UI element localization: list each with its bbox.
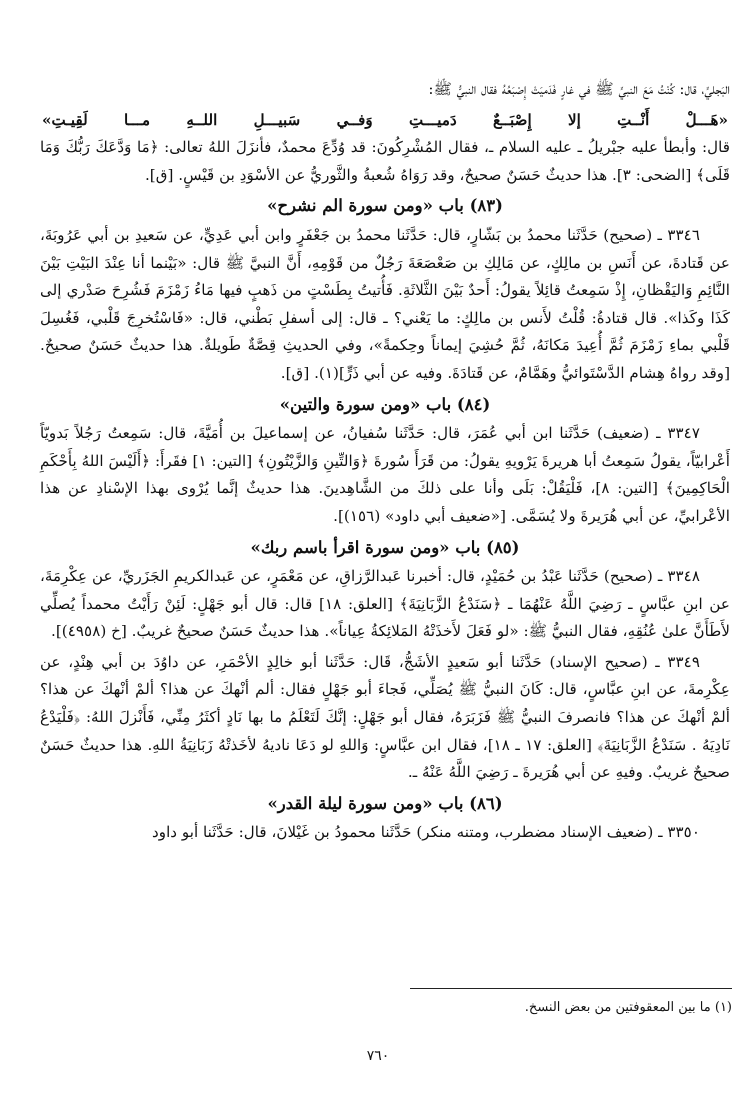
hadith-3347: ٣٣٤٧ ـ (ضعيف) حَدَّثَنا ابن أبي عُمَرَ، قال: حَدَّثَنا سُفيانُ، عن إسماعيلَ بن أُمَيَّةَ، قال: سَمِعتُ رَجُلاً بَدويّاً أَعْرابيّاً، يقولُ سَمِعتُ أبا هريرةَ يَرْويهِ يقولُ: من قَرَأَ سُورةَ ﴿وَالتِّينِ وَالزَّيْتُونِ﴾ [التين: ١] فقَرأَ: ﴿أَلَيْسَ اللهُ بِأَحْكَمِ الْحَاكِمِينَ﴾ [التين: ٨]، فَلْيَقُلْ: بَلَى وأنا على ذلكَ من الشَّاهِدينَ. هذا حديثٌ إنَّما يُرْوى بهذا الإسْنادِ عن هذا الأعْرابيِّ، عن أبي هُرَيرةَ ولا يُسَمَّى. [«ضعيف أبي داود» (١٥٦)]. — [40, 424, 731, 525]
page-number: ٧٦٠ — [366, 1048, 390, 1064]
chapter-heading-84: (٨٤) باب «ومن سورة والتين» — [279, 394, 491, 414]
page-body — [40, 76, 730, 850]
chapter-heading-85: (٨٥) باب «ومن سورة اقرأ باسم ربك» — [250, 537, 520, 557]
hadith-3348: ٣٣٤٨ ـ (صحيح) حَدَّثَنا عَبْدُ بن حُمَيْدٍ، قال: أخبرنا عَبدالرَّزاقِ، عن مَعْمَرٍ، عن عَبدالكريمِ الجَزَريِّ، عن عِكْرِمَةَ، عن ابنِ عبَّاسٍ ـ رَضِيَ اللَّهُ عَنْهُمَا ـ ﴿سَنَدْعُ الزَّبَانِيَةَ﴾ [العلق: ١٨] قال: قال أبو جَهْلٍ: لَئِنْ رَأَيْتُ محمداً يُصلِّي لأَطَأَنَّ علىٰ عُنُقِهِ، فقال النبيُّ ﷺ: «لو فَعَلَ لأَخذَتْهُ المَلائِكةُ عِياناً». هذا حديثٌ حَسَنٌ صحيحٌ غريبٌ. [خ (٤٩٥٨)]. — [40, 567, 730, 641]
hadith-3349: ٣٣٤٩ ـ (صحيح الإسناد) حَدَّثَنا أبو سَعيدٍ الأشَجُّ، قَال: حَدَّثَنا أبو خالِدٍ الأحْمَرِ، عن داوُدَ بن أبي هِنْدٍ، عن عِكْرِمةَ، عن ابنِ عبَّاسٍ، قال: كَانَ النبيُّ ﷺ يُصَلِّي، فَجاءَ أبو جَهْلٍ فقال: ألم أنْهكَ عن هذا؟ ألمْ أنْهكَ عن هذا؟ ألمْ أنْهكَ عن هذا؟ فانصرفَ النبيُّ ﷺ فَزَبَرَهُ، فقال أبو جَهْلٍ: إنَّكَ لَتَعْلَمُ ما بها نَادٍ أكثَرُ مِنِّي، فَأَنْزلَ اللهُ: ﴿فَلْيَدْعُ نَادِيَهُ . سَنَدْعُ الزَّبَانِيَةَ﴾ [العلق: ١٧ ـ ١٨]، فقال ابن عبَّاسٍ: وَاللهِ لو دَعَا ناديهُ لأخَذتْهُ زَبَانِيَةُ اللهِ. هذا حديثٌ حَسَنٌ صحيحٌ غريبٌ. وفيهِ عن أبي هُرَيرةَ ـ رَضِيَ اللَّهُ عَنْهُ ـ. — [40, 652, 731, 782]
chapter-heading-86: (٨٦) باب «ومن سورة ليلة القدر» — [267, 793, 503, 813]
footnote-divider — [410, 988, 732, 989]
hadith-3346: ٣٣٤٦ ـ (صحيح) حَدَّثَنا محمدُ بن بَشّارٍ، قال: حَدَّثَنا محمدُ بن جَعْفَرٍ وابن أبي عَدِيٍّ، عن سَعيدِ بن أبي عَرُوبَةَ، عن قَتادةَ، عن أَنَسِ بن مالِكٍ، عن مَالِكِ بن صَعْصَعَةَ رَجُلٌ من قَوْمِهِ، أَنَّ النبيَّ ﷺ قال: «بَيْنما أنا عِنْدَ البَيْتِ بَيْنَ النَّائِمِ وَاليَقْظانِ، إِذْ سَمِعتُ قائِلاً يقولُ: أَحدٌ بَيْنَ الثَّلاثَةِ. فَأُتيتُ بِطَسْتٍ من ذَهبٍ فيها مَاءُ زَمْزَمَ فَشُرِحَ صَدْري إلى كَذَا وكَذا». قال قتادةُ: قُلْتُ لأَنس بن مالِكٍ: ما يَعْني؟ ـ قال: إلى أسفلِ بَطْني، قال: «فَاسْتُخرِجَ قَلْبي، فَغُسِلَ قَلْبي بماءِ زَمْزَمَ ثُمَّ أُعِيدَ مَكانَهُ، ثُمَّ حُشِيَ إيماناً وحِكمةً»، وفي الحديثِ قِصَّةٌ طَويلةٌ. هذا حديثٌ حَسَنٌ صحيحٌ. [وقد رواهُ هِشام الدَّسْتَوائيُّ وهَمَّامٌ، عن قَتادَةَ. وفيه عن أبي ذَرٍّ](١). [ق]. — [40, 225, 730, 382]
hadith-3350: ٣٣٥٠ ـ (ضعيف الإسناد مضطرب، ومتنه منكر) حَدَّثَنا محمودُ بن غَيْلانَ، قال: حَدَّثَنا أبو داود — [151, 823, 700, 842]
poetry-verse: «هَـــلْ أَنْــتِ إلا إِصْبَــعٌ دَميـــتِ وَفــي سَبيـــلِ اللــهِ مـــا لَقِيـتِ» — [42, 110, 728, 129]
chapter-heading-83: (٨٣) باب «ومن سورة الم نشرح» — [267, 196, 503, 216]
footnote: (١) ما بين المعقوفتين من بعض النسخ. — [524, 1000, 732, 1015]
paragraph-revelation: قال: وأبطأ عليه جبْريلُ ـ عليه السلام ـ، فقال المُشْرِكُونَ: قد وُدِّعَ محمدٌ، فأنزَلَ اللهُ تعالى: ﴿مَا وَدَّعَكَ رَبُّكَ وَمَا قَلَى﴾ [الضحى: ٣]. هذا حديثٌ حَسَنٌ صحيحٌ، وقد رَوَاهُ شُعبةُ والثَّوريُّ عن الأسْوَدِ بن قَيْسٍ. [ق]. — [40, 138, 730, 184]
paragraph-continuation: البَجليِّ، قال: كُنْتُ مَعَ النبيِّ ﷺ في غارٍ فَدَميَتْ إِصْبَعُهُ فقال النبيُّ ﷺ: — [428, 80, 730, 98]
